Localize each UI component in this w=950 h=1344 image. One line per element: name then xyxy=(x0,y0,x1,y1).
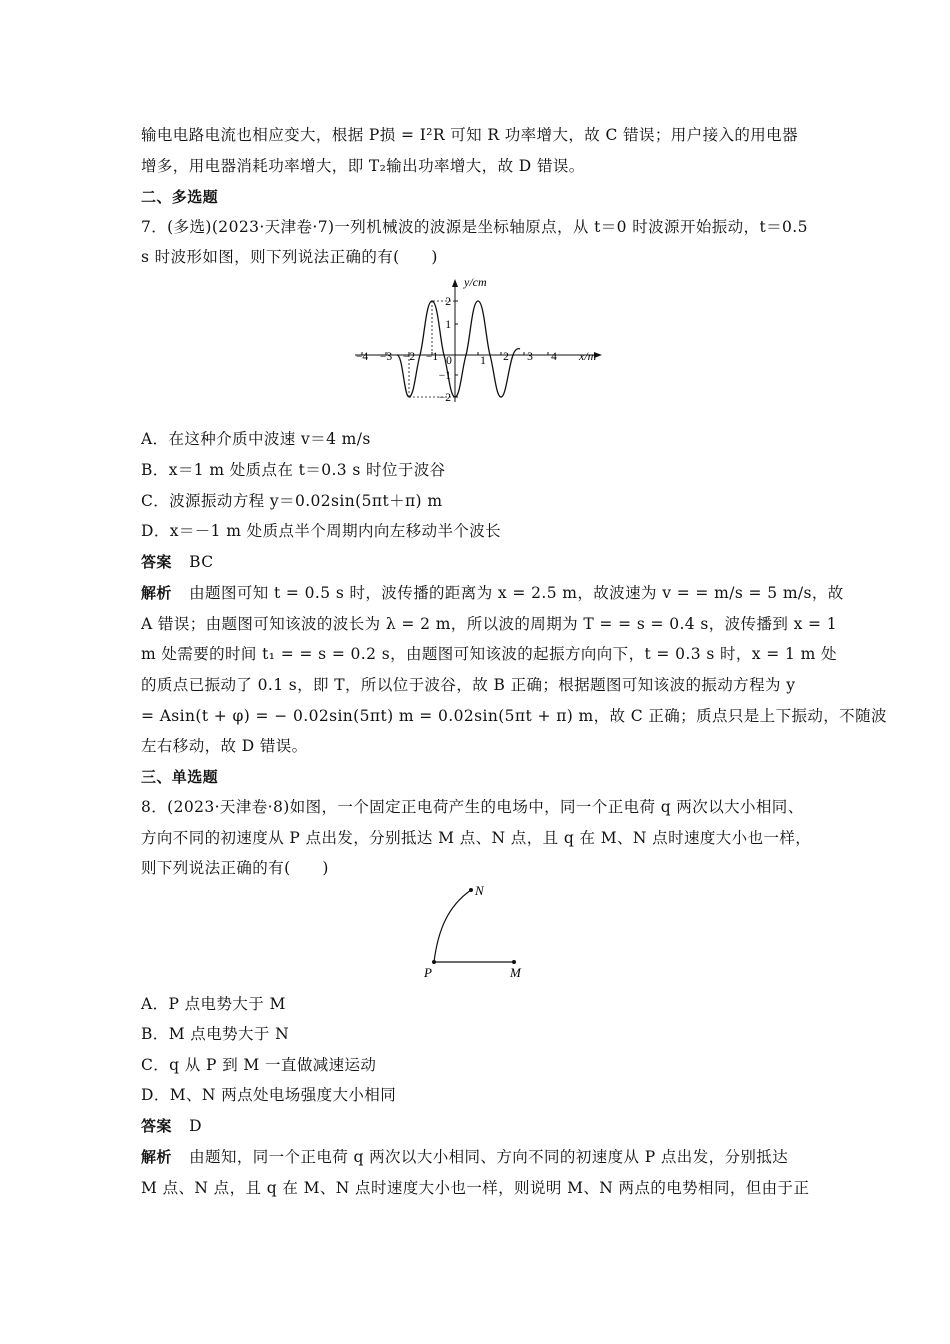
answer-value: D xyxy=(189,1117,202,1135)
q8-option-c: C．q 从 P 到 M 一直做减速运动 xyxy=(141,1056,377,1074)
label-m: M xyxy=(510,965,521,980)
y-tick-label: 1 xyxy=(445,319,451,331)
answer-value: BC xyxy=(189,553,214,571)
q8-stem-line-2: 方向不同的初速度从 P 点出发，分别抵达 M 点、N 点，且 q 在 M、N 点时速度大小也一样， xyxy=(141,829,812,847)
x-tick-label: 1 xyxy=(480,355,486,367)
q8-analysis-line-1 xyxy=(141,1147,788,1167)
q7-analysis-line-5: = Asin(t + φ) = − 0.02sin(5πt) m = 0.02sin(5πt + π) m，故 C 正确；质点只是上下振动，不随波 xyxy=(141,707,887,725)
y-tick-label: −2 xyxy=(438,392,451,404)
analysis-label: 解析 xyxy=(141,584,172,602)
q7-option-b: B．x＝1 m 处质点在 t＝0.3 s 时位于波谷 xyxy=(141,461,446,479)
q8-option-a: A．P 点电势大于 M xyxy=(141,995,286,1013)
x-tick-label: 3 xyxy=(527,351,533,363)
x-tick-label: 4 xyxy=(551,351,557,363)
point-m xyxy=(512,960,516,964)
point-n xyxy=(469,888,473,892)
continued-text-line-2: 增多，用电器消耗功率增大，即 T₂输出功率增大，故 D 错误。 xyxy=(141,157,585,175)
x-tick-label: 2 xyxy=(503,351,509,363)
analysis-text: 由题图可知 t = 0.5 s 时，波传播的距离为 x = 2.5 m，故波速为 v = = m/s = 5 m/s，故 xyxy=(189,584,844,602)
q7-wave-figure xyxy=(350,272,610,404)
x-tick-label: −1 xyxy=(425,351,439,363)
x-tick-label: 0 xyxy=(446,355,452,367)
section-heading-multiple-choice: 二、多选题 xyxy=(141,188,219,206)
y-tick-label: −1 xyxy=(438,370,451,382)
q7-analysis-line-2: A 错误；由题图可知该波的波长为 λ = 2 m，所以波的周期为 T = = s = 0.4 s，波传播到 x = 1 xyxy=(141,615,838,633)
q7-option-a: A．在这种介质中波速 v＝4 m/s xyxy=(141,430,371,448)
y-axis-label: y/cm xyxy=(464,275,487,289)
analysis-label: 解析 xyxy=(141,1148,172,1166)
x-tick-label: −4 xyxy=(355,351,369,363)
q7-option-d: D．x＝－1 m 处质点半个周期内向左移动半个波长 xyxy=(141,522,502,540)
q7-analysis-line-4: 的质点已振动了 0.1 s，即 T，所以位于波谷，故 B 正确；根据题图可知该波的振动方程为 y xyxy=(141,676,796,694)
q7-stem-line-2: s 时波形如图，则下列说法正确的有( ) xyxy=(141,248,438,266)
q7-option-c: C．波源振动方程 y＝0.02sin(5πt＋π) m xyxy=(141,492,443,510)
q7-analysis-line-3: m 处需要的时间 t₁ = = s = 0.2 s，由题图可知该波的起振方向向下，t = 0.3 s 时，x = 1 m 处 xyxy=(141,645,837,663)
q8-option-d: D．M、N 两点处电场强度大小相同 xyxy=(141,1086,397,1104)
q7-stem-line-1: 7．(多选)(2023·天津卷·7)一列机械波的波源是坐标轴原点，从 t＝0 时波源开始振动，t＝0.5 xyxy=(141,218,808,236)
continued-text-line-1: 输电电路电流也相应变大，根据 P损 = I²R 可知 R 功率增大，故 C 错误；用户接入的用电器 xyxy=(141,126,798,144)
point-p xyxy=(432,960,436,964)
q7-analysis-line-1 xyxy=(141,583,844,603)
q8-stem-line-3: 则下列说法正确的有( ) xyxy=(141,859,329,877)
waveform-curve xyxy=(397,301,520,397)
y-tick-label: 2 xyxy=(445,296,451,308)
path-p-to-n xyxy=(434,890,471,962)
label-p: P xyxy=(424,965,432,980)
analysis-text: 由题知，同一个正电荷 q 两次以大小相同、方向不同的初速度从 P 点出发，分别抵达 xyxy=(189,1148,789,1166)
section-heading-single-choice: 三、单选题 xyxy=(141,768,219,786)
x-tick-label: −3 xyxy=(379,351,393,363)
q8-field-figure xyxy=(410,878,540,983)
label-n: N xyxy=(475,883,484,898)
q8-answer xyxy=(141,1116,202,1136)
q8-option-b: B．M 点电势大于 N xyxy=(141,1025,290,1043)
q8-analysis-line-2: M 点、N 点，且 q 在 M、N 点时速度大小也一样，则说明 M、N 两点的电势相同，但由于正 xyxy=(141,1179,810,1197)
x-axis-label: x/m xyxy=(579,349,597,363)
q7-analysis-line-6: 左右移动，故 D 错误。 xyxy=(141,737,308,755)
y-axis-arrow xyxy=(452,279,458,287)
answer-label: 答案 xyxy=(141,553,172,571)
answer-label: 答案 xyxy=(141,1117,172,1135)
q7-answer xyxy=(141,552,213,572)
x-tick-label: −2 xyxy=(402,351,416,363)
q8-stem-line-1: 8．(2023·天津卷·8)如图，一个固定正电荷产生的电场中，同一个正电荷 q 两次以大小相同、 xyxy=(141,798,804,816)
